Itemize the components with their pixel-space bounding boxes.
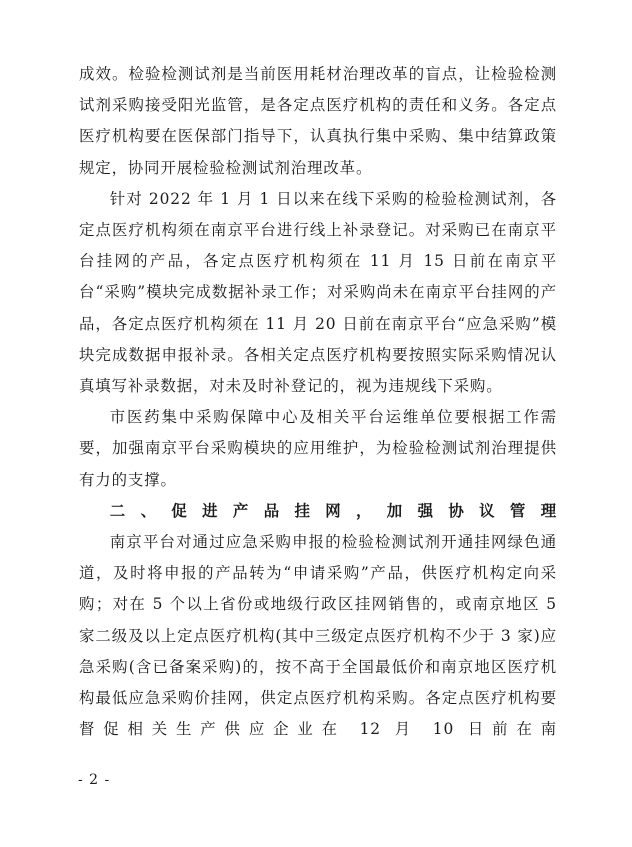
paragraph-3: 市医药集中采购保障中心及相关平台运维单位要根据工作需要，加强南京平台采购模块的应用维护，为检验检测试剂治理提供有力的支撑。 xyxy=(79,408,557,489)
paragraph-4: 南京平台对通过应急采购申报的检验检测试剂开通挂网绿色通道，及时将申报的产品转为“申请采购”产品，供医疗机构定向采购；对在 5 个以上省份或地级行政区挂网销售的，或南京地区 5 家二级及以上定点医疗机构(其中三级定点医疗机构不少于 3 家)应急采购(含已备案采购)的，按不高于全国最低价和南京地区医疗机构最低应急采购价挂网，供定点医疗机构采购。各定点医疗机构要督促相关生产供应企业在 12 月 10 日前在南 xyxy=(79,533,557,739)
page-number: - 2 - xyxy=(78,772,111,788)
document-body xyxy=(79,59,557,745)
paragraph-1: 成效。检验检测试剂是当前医用耗材治理改革的盲点，让检验检测试剂采购接受阳光监管，是各定点医疗机构的责任和义务。各定点医疗机构要在医保部门指导下，认真执行集中采购、集中结算政策规定，协同开展检验检测试剂治理改革。 xyxy=(79,65,557,177)
section-heading: 二、促进产品挂网，加强协议管理 xyxy=(109,501,557,520)
paragraph-2: 针对 2022 年 1 月 1 日以来在线下采购的检验检测试剂，各定点医疗机构须在南京平台进行线上补录登记。对采购已在南京平台挂网的产品，各定点医疗机构须在 11 月 15 日前在南京平台“采购”模块完成数据补录工作；对采购尚未在南京平台挂网的产品，各定点医疗机构须在 11 月 20 日前在南京平台“应急采购”模块完成数据申报补录。各相关定点医疗机构要按照实际采购情况认真填写补录数据，对未及时补登记的，视为违规线下采购。 xyxy=(79,189,557,396)
